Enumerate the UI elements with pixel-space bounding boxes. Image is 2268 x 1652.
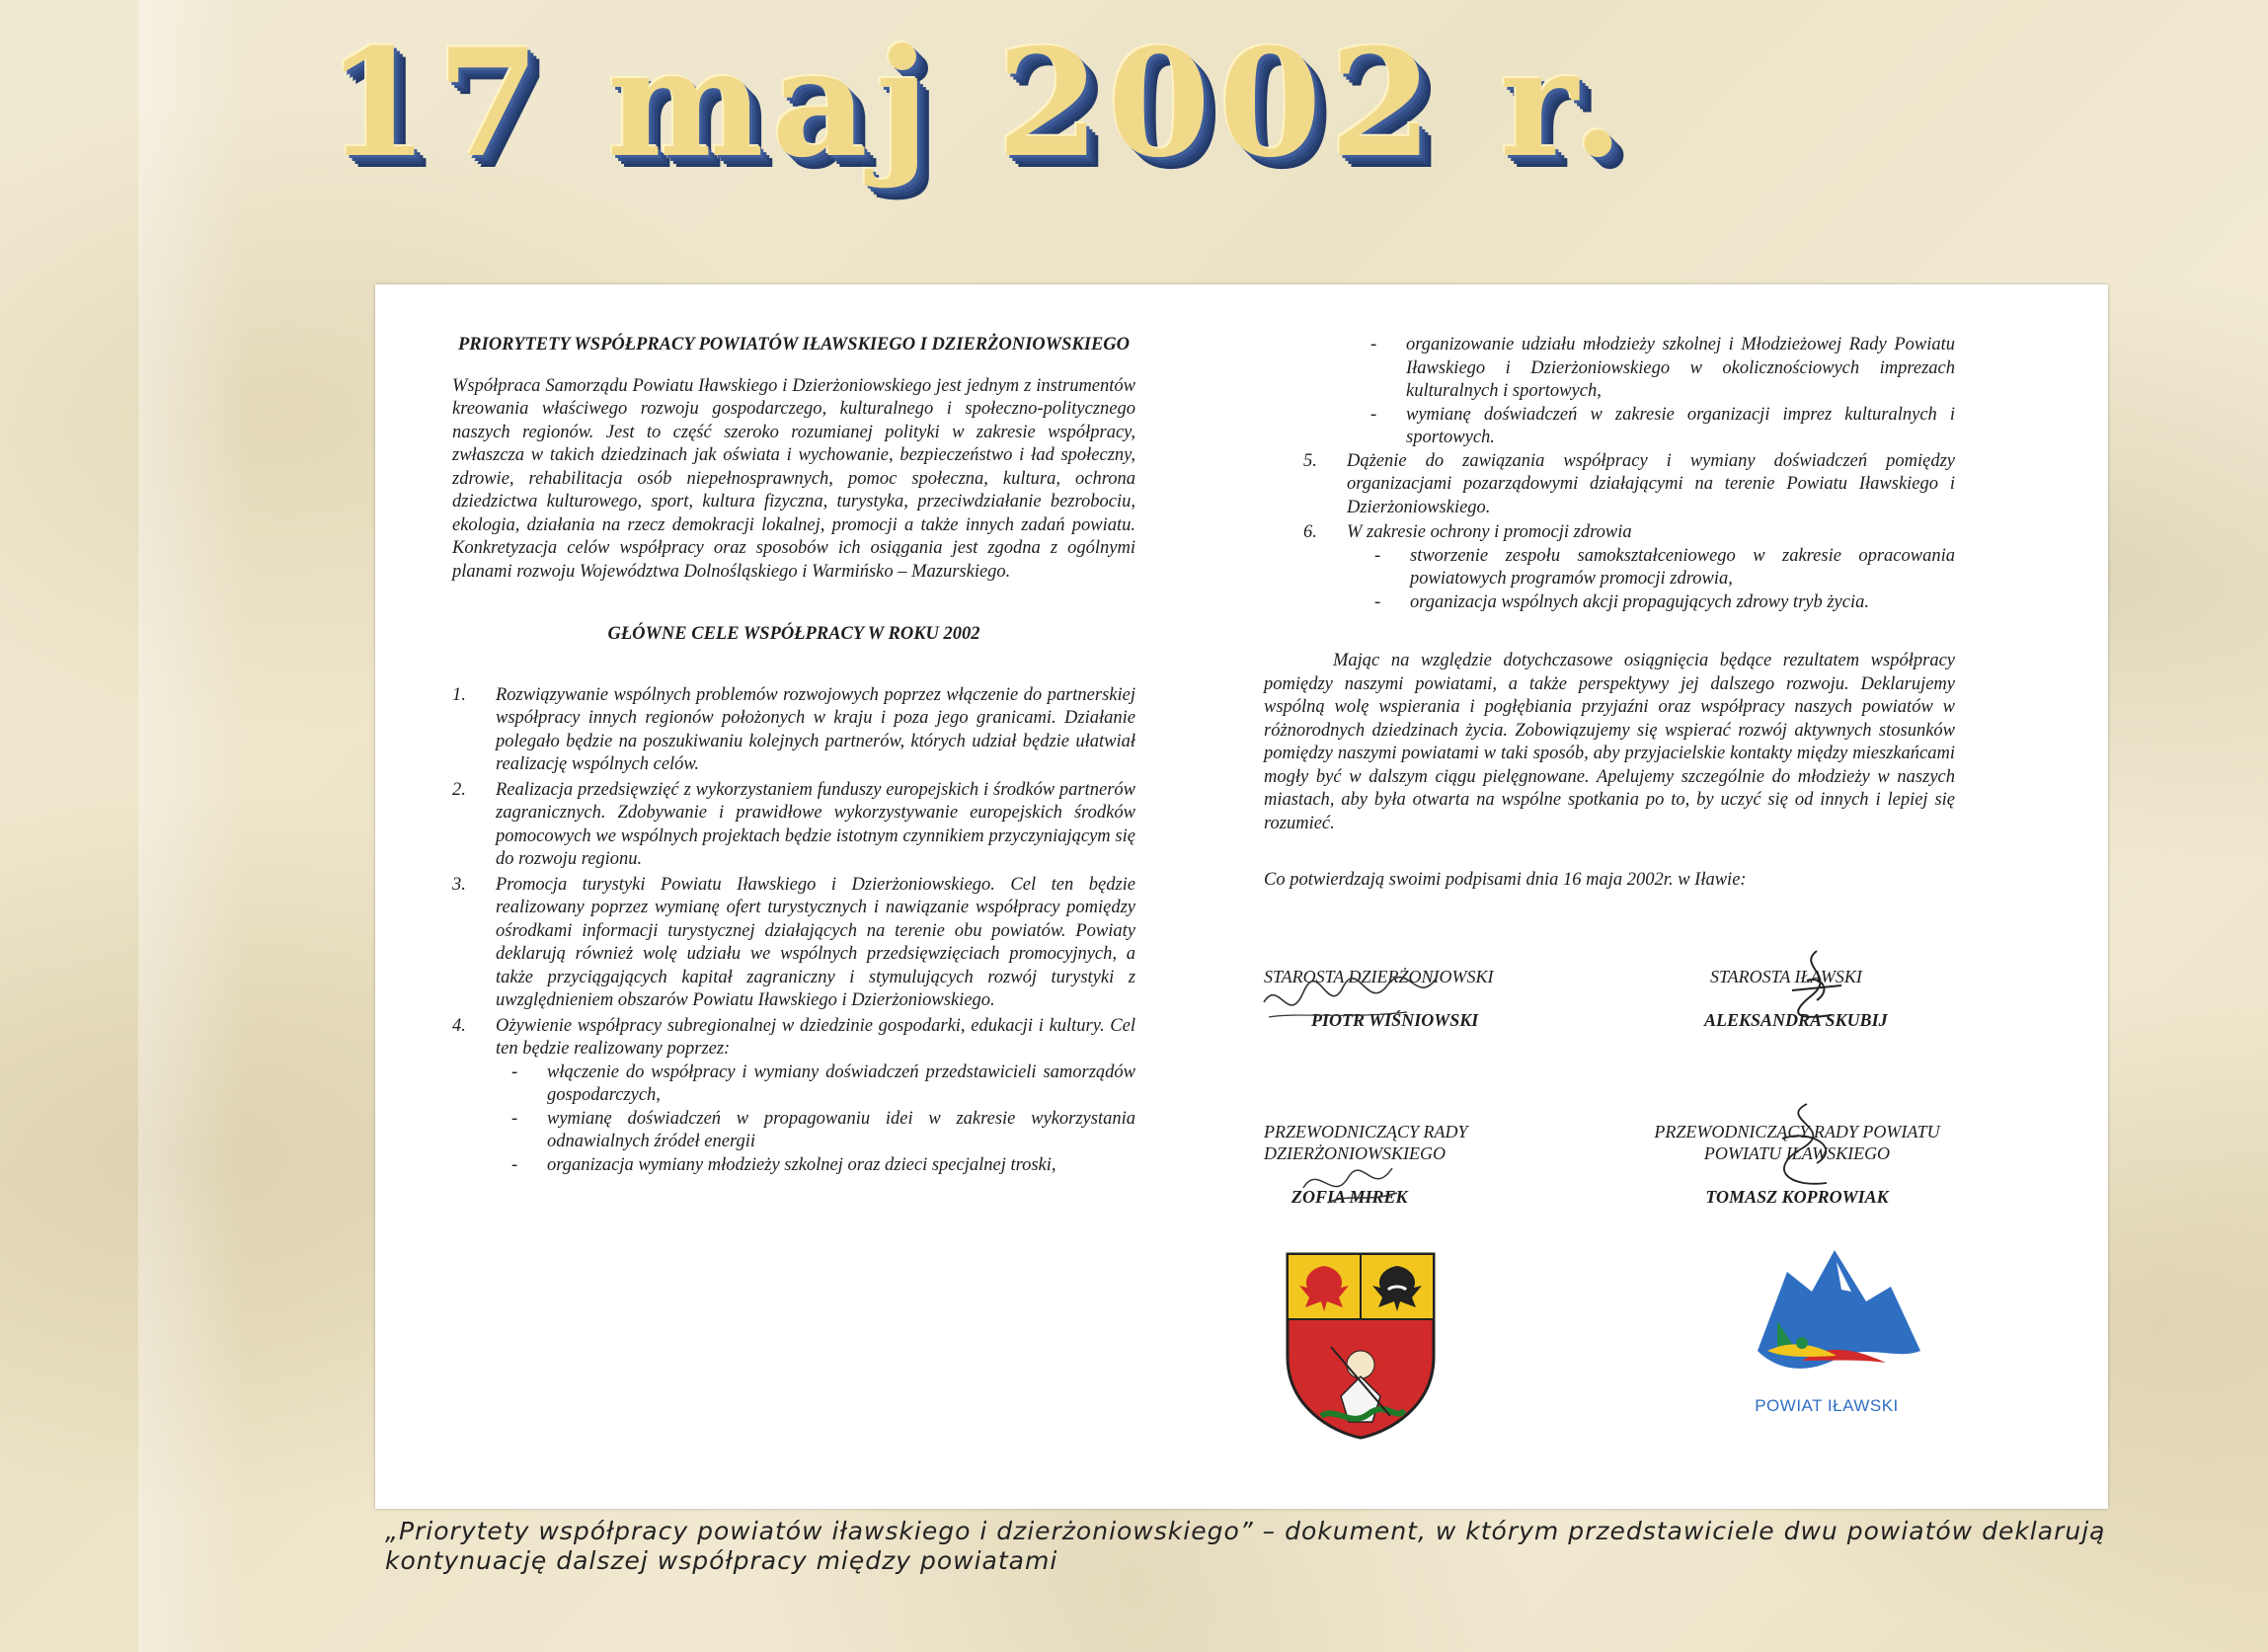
list-item: - wymianę doświadczeń w propagowaniu idei w zakresie wykorzystania odnawialnych źródeł energii xyxy=(511,1108,1135,1154)
list-item: - organizowanie udziału młodzieży szkolnej i Młodzieżowej Rady Powiatu Iławskiego i Dzierżoniowskiego w okolicznościowych imprezach kulturalnych i sportowych, xyxy=(1370,334,1955,404)
document-title: PRIORYTETY WSPÓŁPRACY POWIATÓW IŁAWSKIEGO I DZIERŻONIOWSKIEGO xyxy=(457,335,1131,354)
confirmation-line: Co potwierdzają swoimi podpisami dnia 16 maja 2002r. w Iławie: xyxy=(1264,870,1747,890)
list-item: - organizacja wymiany młodzieży szkolnej oraz dzieci specjalnej troski, xyxy=(511,1154,1135,1178)
handwritten-signature-icon xyxy=(1298,1153,1407,1213)
goal6-sublist xyxy=(1374,545,1955,615)
document-sheet xyxy=(375,284,2108,1509)
goal4-sublist xyxy=(511,1062,1135,1178)
list-item: - włączenie do współpracy i wymiany doświadczeń przedstawicieli samorządów gospodarczych, xyxy=(511,1062,1135,1108)
goals-list-continued xyxy=(1303,450,1955,615)
goals-heading: GŁÓWNE CELE WSPÓŁPRACY W ROKU 2002 xyxy=(607,624,980,644)
powiat-ilawski-logo-icon xyxy=(1718,1232,1935,1400)
goal-item: 1. Rozwiązywanie wspólnych problemów rozwojowych poprzez włączenie do partnerskiej współpracy innych regionów położonych w kraju i poza jego granicami. Działanie polegało będzie na poszukiwaniu kolejnych partnerów, których udział będzie ułatwiał realizację wspólnych celów. xyxy=(452,684,1135,774)
document-intro: Współpraca Samorządu Powiatu Iławskiego i Dzierżoniowskiego jest jednym z instrumentów kreowania właściwego rozwoju gospodarczego, kulturalnego i społeczno-politycznego naszych regionów. Jest to część szeroko rozumianej polityki w zakresie współpracy, zwłaszcza w takich dziedzinach jak oświata i wychowanie, bezpieczeństwo i ład społeczny, zdrowie, rehabilitacja osób niepełnosprawnych, pomoc społeczna, kultura, ochrona dziedzictwa kulturowego, sport, kultura fizyczna, turystyka, przeciwdziałanie bezrobociu, ekologia, działania na rzecz demokracji lokalnej, promocji a także innych zadań powiatu. Konkretyzacja celów współpracy oraz sposobów ich osiągania jest zgodna z ogólnymi planami rozwoju Województwa Dolnośląskiego i Warmińsko – Mazurskiego. xyxy=(452,375,1135,582)
list-item: - stworzenie zespołu samokształceniowego w zakresie opracowania powiatowych programów promocji zdrowia, xyxy=(1374,545,1955,591)
goal-item: 6. W zakresie ochrony i promocji zdrowia - stworzenie zespołu samokształceniowego w zakresie opracowania powiatowych programów promocji zdrowia, - organizacja wspólnych akcji propagujących zdrowy tryb życia. xyxy=(1303,521,1955,614)
dzierzoniow-coat-of-arms-icon xyxy=(1282,1248,1440,1442)
goal-item: 4. Ożywienie współpracy subregionalnej w dziedzinie gospodarki, edukacji i kultury. Cel ten będzie realizowany poprzez: - włączenie do współpracy i wymiany doświadczeń przedstawicieli samorządów gospodarczych, - wymianę doświadczeń w propagowaniu idei w zakresie wykorzystania odnawialnych źródeł energii - organizacja wymiany młodzieży szkolnej oraz dzieci specjalnej troski, xyxy=(452,1015,1135,1178)
handwritten-signature-icon xyxy=(1777,946,1856,1025)
logo-caption: POWIAT IŁAWSKI xyxy=(1755,1396,1899,1415)
list-item: - wymianę doświadczeń w zakresie organizacji imprez kulturalnych i sportowych. xyxy=(1370,404,1955,450)
closing-paragraph: Mając na względzie dotychczasowe osiągnięcia będące rezultatem współpracy pomiędzy naszymi powiatami, a także perspektywy jej dalszego rozwoju. Deklarujemy wspólną wolę wspierania i pogłębiania przyjaźni oraz współpracy naszych powiatów w różnorodnych dziedzinach życia. Zobowiązujemy się wspierać rozwój aktywnych stosunków pomiędzy naszymi powiatami w taki sposób, aby przyjacielskie kontakty między mieszkańcami mogły być w dalszym ciągu pielęgnowane. Apelujemy szczególnie do młodzieży w naszych miastach, aby była otwarta na wspólne spotkania po to, by uczyć się od innych i lepiej się rozumieć. xyxy=(1264,651,1955,833)
handwritten-caption: „Priorytety współpracy powiatów iławskiego i dzierżoniowskiego” – dokument, w którym przedstawiciele dwu powiatów deklarują kontynuację dalszej współpracy między powiatami xyxy=(385,1517,2106,1575)
list-item: - organizacja wspólnych akcji propagujących zdrowy tryb życia. xyxy=(1374,591,1955,615)
goal4-sublist-continued xyxy=(1370,334,1955,450)
document-right-column xyxy=(1264,334,1955,893)
goals-list xyxy=(452,684,1135,1178)
headline-date: 17 maj 2002 r. xyxy=(326,17,1632,191)
signature-starosta-dzierzoniow: STAROSTA DZIERŻONIOWSKI PIOTR WIŚNIOWSKI xyxy=(1264,967,1494,1030)
document-left-column xyxy=(452,334,1135,1179)
signature-chair-ilawa: PRZEWODNICZĄCY RADY POWIATU POWIATU IŁAWSKIEGO TOMASZ KOPROWIAK xyxy=(1654,1122,1940,1207)
handwritten-signature-icon xyxy=(1259,958,1447,1037)
signature-chair-dzierzoniow: PRZEWODNICZĄCY RADY DZIERŻONIOWSKIEGO ZOFIA MIREK xyxy=(1264,1122,1468,1207)
goal-item: 5. Dążenie do zawiązania współpracy i wymiany doświadczeń pomiędzy organizacjami pozarządowymi działającymi na terenie Powiatu Iławskiego i Dzierżoniowskiego. xyxy=(1303,450,1955,517)
signature-starosta-ilawa: STAROSTA IŁAWSKI ALEKSANDRA SKUBIJ xyxy=(1704,967,1888,1030)
goal-item: 2. Realizacja przedsięwzięć z wykorzystaniem funduszy europejskich i środków partnerów zagranicznych. Zdobywanie i prawidłowe wykorzystywanie europejskich środków pomocowych we wspólnych projektach będzie istotnym czynnikiem przyczyniającym się do rozwoju regionu. xyxy=(452,779,1135,869)
handwritten-signature-icon xyxy=(1758,1094,1866,1203)
album-page-edge xyxy=(138,0,247,1652)
goal-item: 3. Promocja turystyki Powiatu Iławskiego i Dzierżoniowskiego. Cel ten będzie realizowany poprzez wymianę ofert turystycznych i nawiązanie współpracy pomiędzy ośrodkami informacji turystycznej działających na terenie obu powiatów. Powiaty deklarują również wolę udziału we wspólnych przedsięwzięciach promocyjnych, a także przyciągających kapitał zagraniczny i stymulujących rozwój turystyki z uwzględnieniem obszarów Powiatu Iławskiego i Dzierżoniowskiego. xyxy=(452,874,1135,1010)
